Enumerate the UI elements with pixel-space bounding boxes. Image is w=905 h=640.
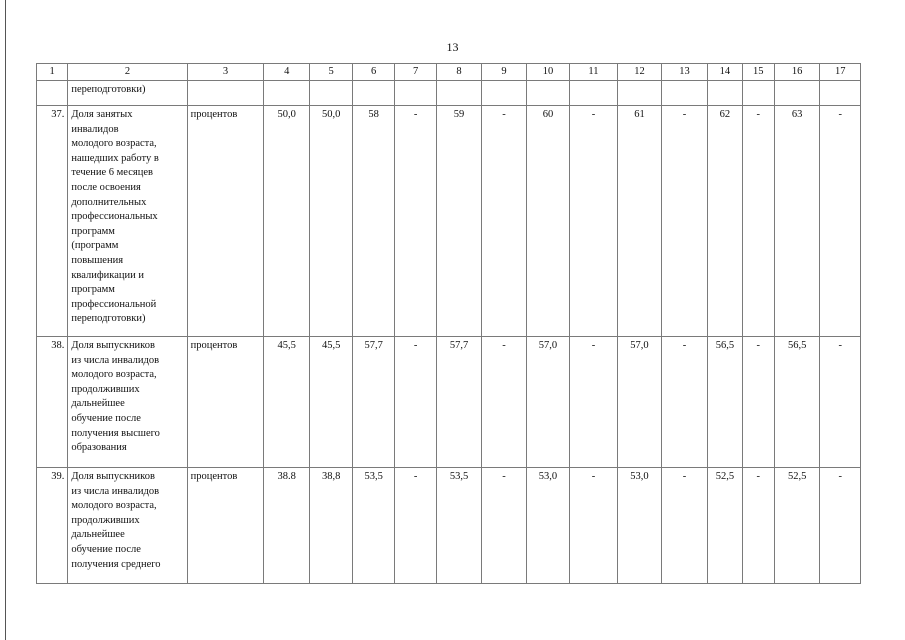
column-number: 3	[187, 64, 264, 81]
value-cell: -	[661, 106, 708, 337]
value-cell: -	[481, 468, 526, 584]
table-row	[37, 106, 861, 337]
indicator-line: молодого возраста,	[71, 369, 157, 381]
indicator-line: из числа инвалидов	[71, 485, 160, 497]
indicator-line: из числа инвалидов	[71, 354, 160, 366]
indicator-name	[68, 468, 187, 584]
column-number: 2	[68, 64, 187, 81]
value-cell: 38.8	[264, 468, 309, 584]
column-number: 7	[394, 64, 436, 81]
column-number: 9	[481, 64, 526, 81]
value-cell: -	[742, 106, 774, 337]
indicator-line: Доля занятых	[71, 109, 133, 120]
value-cell: 56,5	[774, 337, 819, 468]
value-cell: 59	[437, 106, 481, 337]
value-cell: -	[820, 106, 861, 337]
value-cell: -	[742, 337, 774, 468]
value-cell: 50,0	[264, 106, 309, 337]
indicator-line: нашедших работу в	[71, 152, 159, 164]
row-number: 37.	[37, 106, 68, 337]
value-cell: 57,7	[437, 337, 481, 468]
value-cell: -	[742, 468, 774, 584]
column-number: 6	[353, 64, 394, 81]
continuation-row	[37, 81, 861, 106]
indicators-table	[36, 63, 861, 584]
indicator-line: обучение после	[71, 412, 141, 424]
indicator-line: продолживших	[71, 383, 140, 395]
column-number: 13	[661, 64, 708, 81]
indicator-line: получения среднего	[71, 558, 161, 570]
unit-cell: процентов	[187, 106, 264, 337]
indicator-name	[68, 106, 187, 337]
value-cell: -	[820, 337, 861, 468]
column-number: 1	[37, 64, 68, 81]
column-number: 12	[618, 64, 661, 81]
indicator-name	[68, 337, 187, 468]
column-number: 8	[437, 64, 481, 81]
column-number: 5	[309, 64, 352, 81]
indicator-line: программ	[71, 284, 115, 296]
value-cell: 62	[708, 106, 742, 337]
indicator-line: образования	[71, 442, 127, 454]
row-number: 38.	[37, 337, 68, 468]
value-cell: 52,5	[774, 468, 819, 584]
value-cell: 53,5	[353, 468, 394, 584]
indicator-line: программ	[71, 225, 115, 237]
value-cell: 57,0	[527, 337, 569, 468]
indicator-line: продолживших	[71, 514, 140, 526]
row-number: 39.	[37, 468, 68, 584]
value-cell: 53,0	[527, 468, 569, 584]
indicator-line: после освоения	[71, 181, 141, 193]
value-cell: 58	[353, 106, 394, 337]
indicator-line: профессиональных	[71, 211, 158, 223]
value-cell: -	[394, 468, 436, 584]
indicator-line: дальнейшее	[71, 529, 125, 541]
value-cell: -	[394, 337, 436, 468]
value-cell: 53,0	[618, 468, 661, 584]
indicator-line: повышения	[71, 254, 124, 266]
indicator-line: переподготовки)	[71, 313, 146, 325]
indicator-line: молодого возраста,	[71, 500, 157, 512]
column-number: 15	[742, 64, 774, 81]
column-number: 10	[527, 64, 569, 81]
indicator-line: дополнительных	[71, 196, 147, 208]
continuation-text: переподготовки)	[68, 81, 187, 106]
value-cell: -	[661, 468, 708, 584]
page-left-edge-line	[5, 0, 6, 640]
column-number: 16	[774, 64, 819, 81]
value-cell: -	[481, 106, 526, 337]
value-cell: 50,0	[309, 106, 352, 337]
column-number: 14	[708, 64, 742, 81]
page-number: 13	[446, 40, 459, 54]
indicator-line: получения высшего	[71, 427, 160, 439]
value-cell: 57,7	[353, 337, 394, 468]
value-cell: -	[820, 468, 861, 584]
indicator-line: квалификации и	[71, 269, 144, 281]
value-cell: 61	[618, 106, 661, 337]
indicator-line: инвалидов	[71, 123, 119, 135]
column-number: 11	[569, 64, 618, 81]
unit-cell: процентов	[187, 468, 264, 584]
value-cell: -	[569, 106, 618, 337]
value-cell: 45,5	[264, 337, 309, 468]
value-cell: 60	[527, 106, 569, 337]
value-cell: -	[481, 337, 526, 468]
value-cell: -	[569, 337, 618, 468]
column-number: 17	[820, 64, 861, 81]
table-row	[37, 337, 861, 468]
unit-cell: процентов	[187, 337, 264, 468]
indicator-line: (программ	[71, 240, 119, 252]
column-number: 4	[264, 64, 309, 81]
indicator-line: молодого возраста,	[71, 138, 157, 150]
indicator-line: Доля выпускников	[71, 471, 155, 482]
value-cell: -	[394, 106, 436, 337]
table-row	[37, 468, 861, 584]
column-numbers-row	[37, 64, 861, 81]
value-cell: 57,0	[618, 337, 661, 468]
value-cell: 38,8	[309, 468, 352, 584]
value-cell: 45,5	[309, 337, 352, 468]
value-cell: -	[569, 468, 618, 584]
indicator-line: Доля выпускников	[71, 340, 155, 351]
indicator-line: обучение после	[71, 543, 141, 555]
value-cell: -	[661, 337, 708, 468]
value-cell: 56,5	[708, 337, 742, 468]
indicator-line: течение 6 месяцев	[71, 167, 153, 179]
indicator-line: профессиональной	[71, 298, 157, 310]
value-cell: 52,5	[708, 468, 742, 584]
value-cell: 63	[774, 106, 819, 337]
value-cell: 53,5	[437, 468, 481, 584]
indicator-line: дальнейшее	[71, 398, 125, 410]
